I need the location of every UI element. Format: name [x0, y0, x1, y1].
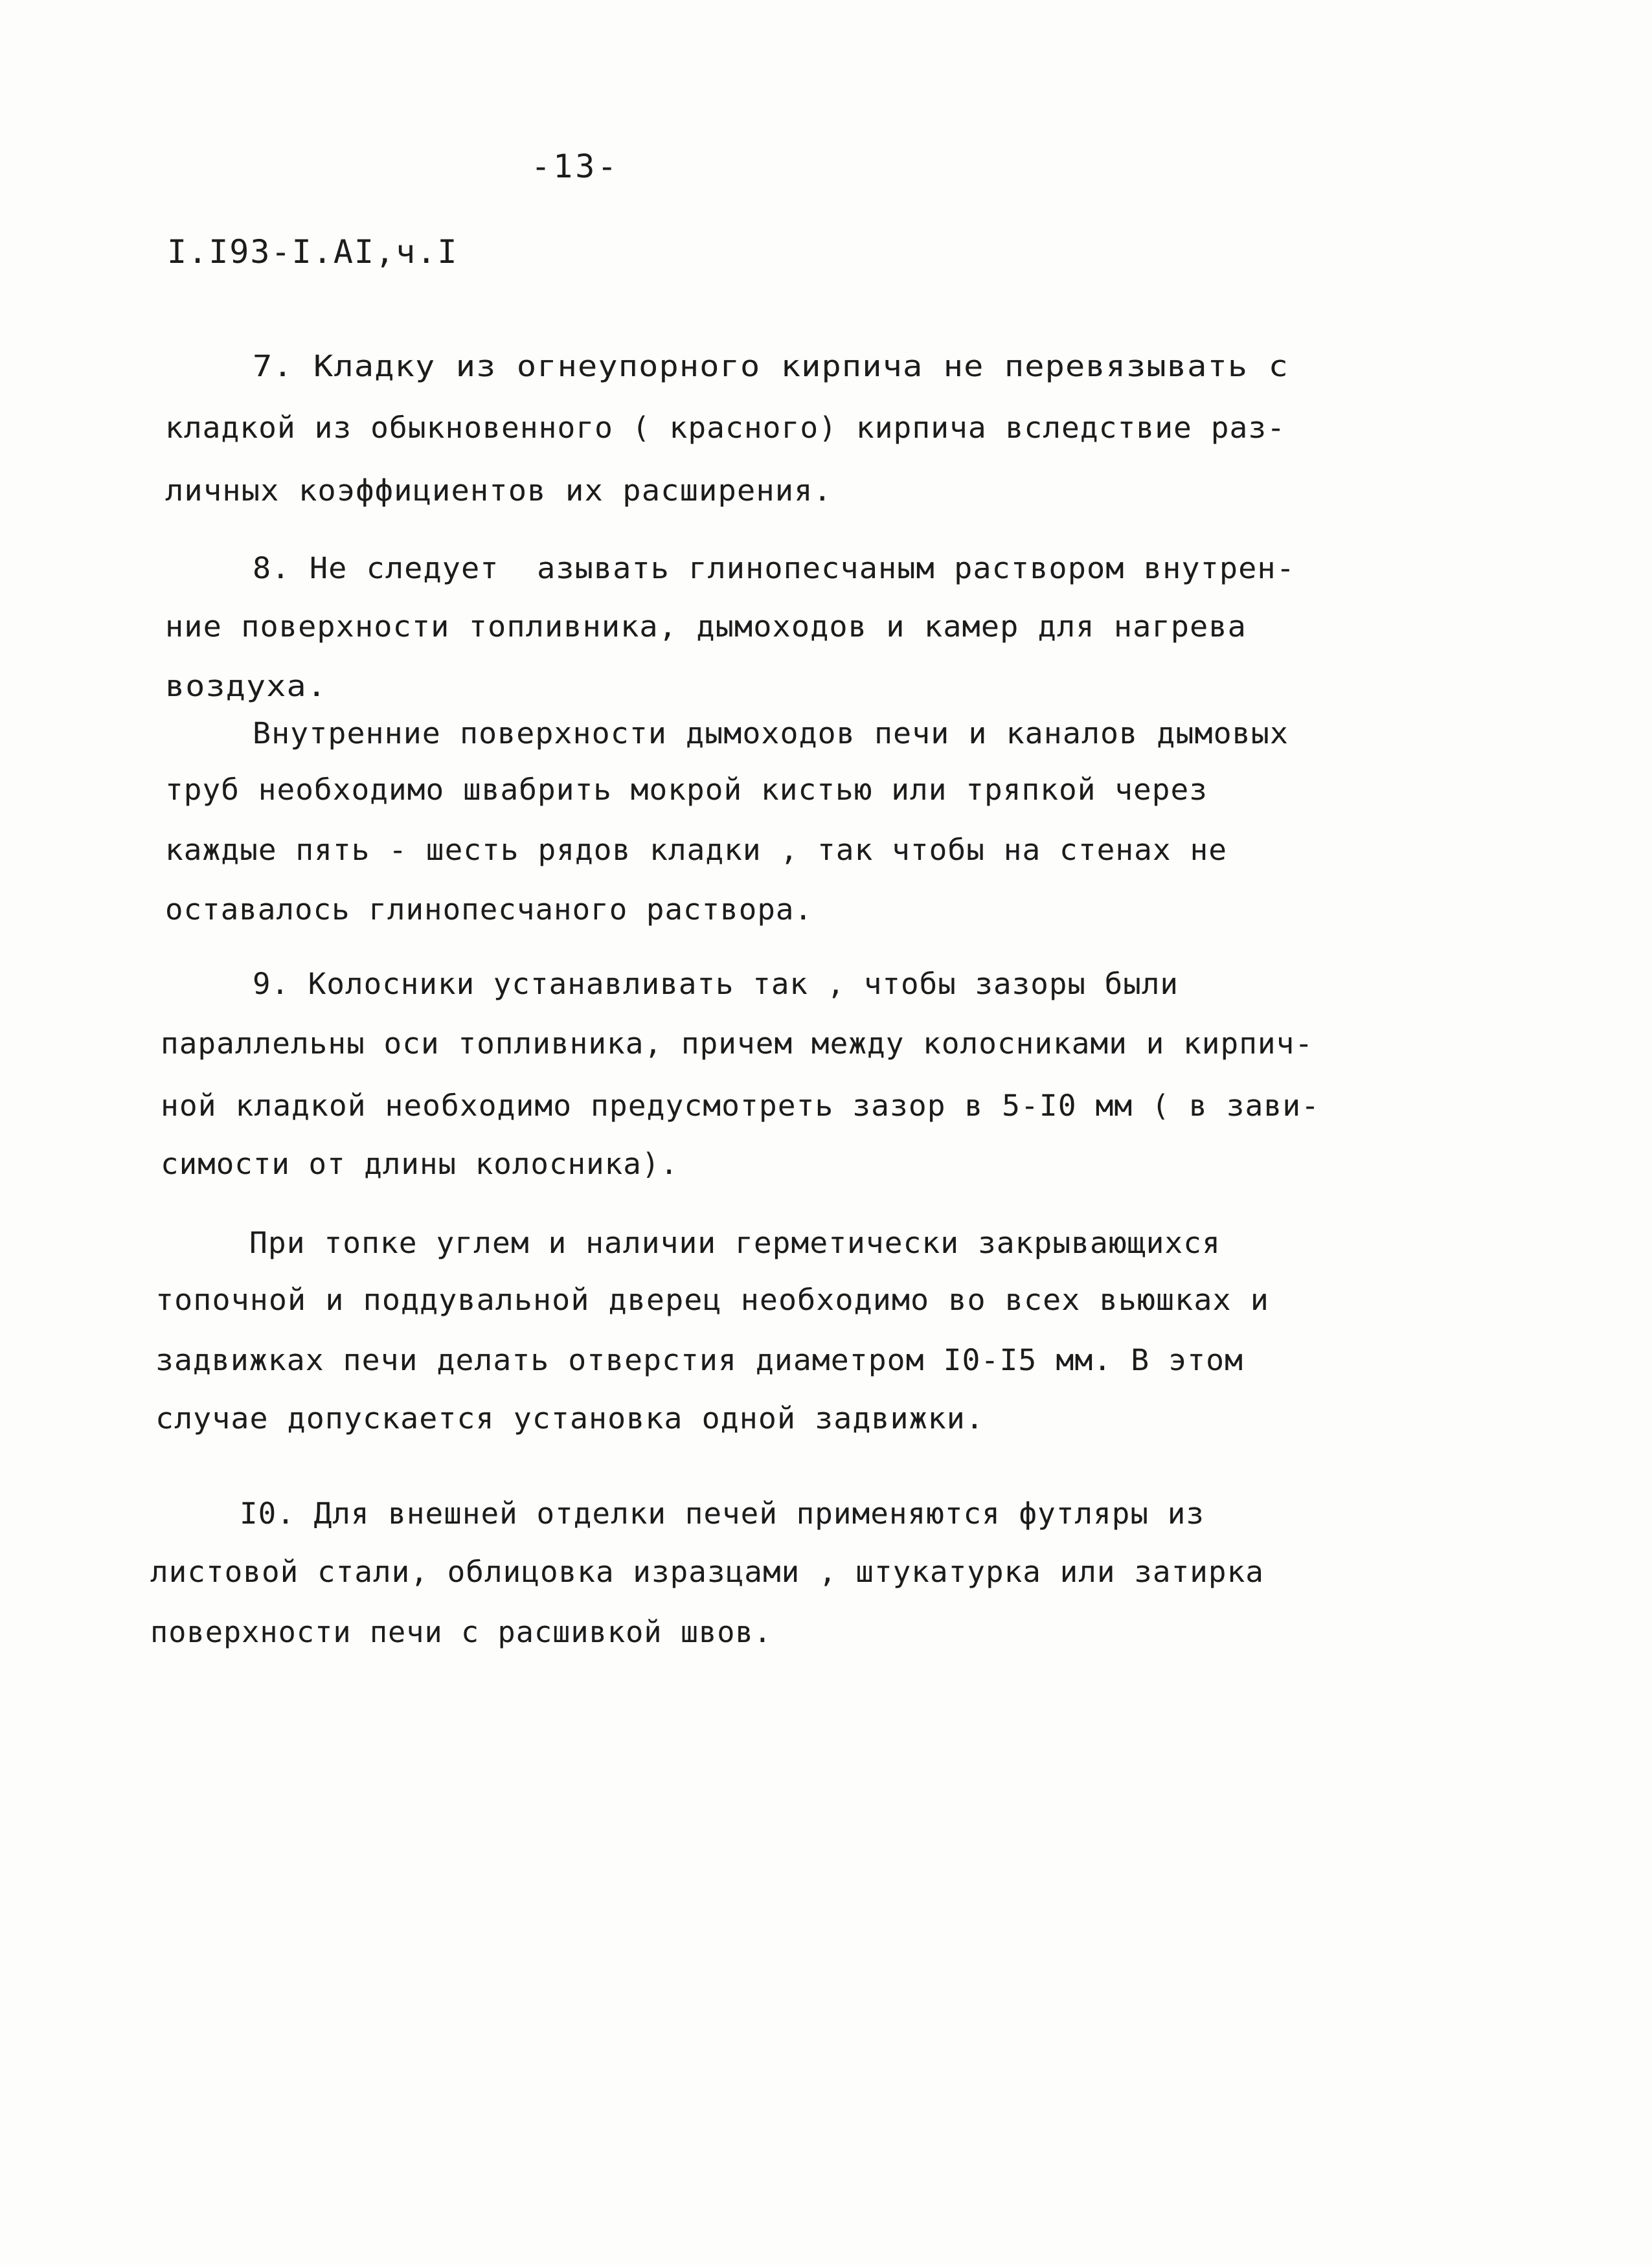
- text-line: поверхности печи с расшивкой швов.: [150, 1615, 773, 1649]
- text-line: 8. Не следует азывать глинопесчаным раствором внутрен-: [253, 551, 1295, 585]
- text-line: I0. Для внешней отделки печей применяются футляры из: [240, 1496, 1205, 1531]
- text-line: задвижках печи делать отверстия диаметром I0-I5 мм. В этом: [155, 1343, 1244, 1377]
- page-number: -13-: [531, 148, 620, 185]
- text-line: При топке углем и наличии герметически закрывающихся: [249, 1226, 1221, 1260]
- text-line: Внутренние поверхности дымоходов печи и каналов дымовых: [253, 716, 1289, 750]
- text-line: параллельны оси топливника, причем между колосниками и кирпич-: [161, 1026, 1314, 1061]
- text-line: труб необходимо швабрить мокрой кистью или тряпкой через: [165, 772, 1208, 807]
- text-line: каждые пять - шесть рядов кладки , так чтобы на стенах не: [165, 833, 1228, 867]
- text-line: кладкой из обыкновенного ( красного) кирпича вследствие раз-: [165, 411, 1286, 445]
- text-line: топочной и поддувальной дверец необходимо во всех вьюшках и: [155, 1283, 1269, 1317]
- text-line: личных коэффициентов их расширения.: [165, 473, 833, 508]
- text-line: оставалось глинопесчаного раствора.: [165, 892, 813, 927]
- text-line: 9. Колосники устанавливать так , чтобы зазоры были: [253, 967, 1179, 1001]
- document-code: I.I93-I.AI,ч.I: [167, 233, 458, 271]
- text-line: ной кладкой необходимо предусмотреть зазор в 5-I0 мм ( в зави-: [161, 1088, 1320, 1123]
- text-line: ние поверхности топливника, дымоходов и камер для нагрева: [165, 609, 1247, 644]
- text-line: листовой стали, облицовка изразцами , штукатурка или затирка: [150, 1555, 1264, 1589]
- text-line: симости от длины колосника).: [161, 1147, 679, 1181]
- text-line: воздуха.: [165, 669, 327, 703]
- text-line: случае допускается установка одной задвижки.: [155, 1401, 984, 1436]
- text-line: 7. Кладку из огнеупорного кирпича не перевязывать с: [253, 349, 1289, 383]
